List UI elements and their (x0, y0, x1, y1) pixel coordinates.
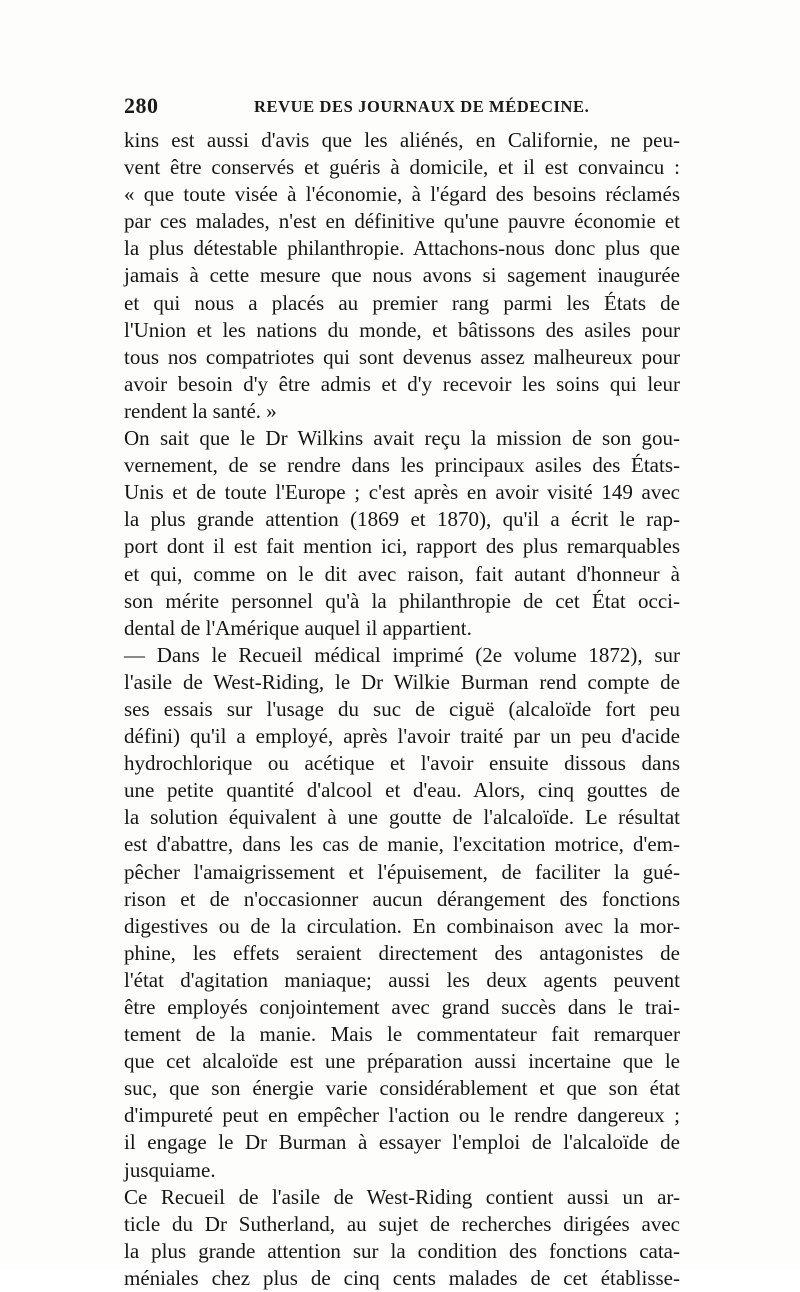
text-line: Unis et de toute l'Europe ; c'est après en avoir visité 149 avec (124, 480, 680, 505)
text-line: On sait que le Dr Wilkins avait reçu la mission de son gou- (124, 426, 680, 451)
page-number: 280 (124, 93, 159, 118)
text-line: défini) qu'il a employé, après l'avoir traité par un peu d'acide (124, 724, 680, 749)
text-line: l'Union et les nations du monde, et bâtissons des asiles pour (124, 317, 680, 342)
text-line: avoir besoin d'y être admis et d'y recevoir les soins qui leur (124, 371, 680, 396)
text-line: que cet alcaloïde est une préparation aussi incertaine que le (124, 1049, 680, 1074)
text-line: l'asile de West-Riding, le Dr Wilkie Burman rend compte de (124, 669, 680, 694)
text-line: rison et de n'occasionner aucun dérangement des fonctions (124, 886, 680, 911)
text-line: rendent la santé. » (124, 398, 277, 423)
text-line: ses essais sur l'usage du suc de ciguë (alcaloïde fort peu (124, 696, 680, 721)
text-line: pêcher l'amaigrissement et l'épuisement, de faciliter la gué- (124, 859, 680, 884)
text-line: hydrochlorique ou acétique et l'avoir ensuite dissous dans (124, 751, 680, 776)
text-line: la solution équivalent à une goutte de l'alcaloïde. Le résultat (124, 805, 680, 830)
text-line: vent être conservés et guéris à domicile, et il est convaincu : (124, 155, 680, 180)
text-line: kins est aussi d'avis que les aliénés, en Californie, ne peu- (124, 128, 680, 152)
text-line: « que toute visée à l'économie, à l'égard des besoins réclamés (124, 182, 680, 207)
text-line: la plus grande attention (1869 et 1870), qu'il a écrit le rap- (124, 507, 680, 532)
text-line: dental de l'Amérique auquel il appartient. (124, 615, 472, 640)
text-line: port dont il est fait mention ici, rapport des plus remarquables (124, 534, 680, 559)
text-line: par ces malades, n'est en définitive qu'une pauvre économie et (124, 209, 680, 234)
text-line: il engage le Dr Burman à essayer l'emploi de l'alcaloïde de (124, 1130, 680, 1155)
body-text (124, 127, 680, 1292)
text-line: ticle du Dr Sutherland, au sujet de recherches dirigées avec (124, 1211, 680, 1236)
text-line: son mérite personnel qu'à la philanthropie de cet État occi- (124, 588, 680, 613)
text-line: la plus grande attention sur la condition des fonctions cata- (124, 1238, 680, 1263)
text-line: digestives ou de la circulation. En combinaison avec la mor- (124, 913, 680, 938)
text-line: vernement, de se rendre dans les principaux asiles des États- (124, 453, 680, 478)
text-line: tement de la manie. Mais le commentateur fait remarquer (124, 1022, 680, 1047)
text-line: et qui, comme on le dit avec raison, fait autant d'honneur à (124, 561, 680, 586)
text-line: l'état d'agitation maniaque; aussi les deux agents peuvent (124, 967, 680, 992)
text-line: d'impureté peut en empêcher l'action ou le rendre dangereux ; (124, 1103, 680, 1128)
text-line: tous nos compatriotes qui sont devenus assez malheureux pour (124, 344, 680, 369)
text-line: Ce Recueil de l'asile de West-Riding contient aussi un ar- (124, 1184, 680, 1209)
running-title: REVUE DES JOURNAUX DE MÉDECINE. (254, 97, 590, 116)
text-line: être employés conjointement avec grand succès dans le trai- (124, 995, 680, 1019)
text-line: jusquiame. (124, 1157, 216, 1182)
text-line: la plus détestable philanthropie. Attachons-nous donc plus que (124, 236, 680, 261)
text-line: une petite quantité d'alcool et d'eau. Alors, cinq gouttes de (124, 778, 680, 803)
text-line: phine, les effets seraient directement des antagonistes de (124, 940, 680, 965)
text-line: jamais à cette mesure que nous avons si sagement inaugurée (124, 263, 680, 288)
text-line: méniales chez plus de cinq cents malades de cet établisse- (124, 1265, 680, 1290)
text-line: suc, que son énergie varie considérablement et que son état (124, 1076, 680, 1101)
text-line: et qui nous a placés au premier rang parmi les États de (124, 290, 680, 315)
text-line: — Dans le Recueil médical imprimé (2e volume 1872), sur (124, 642, 680, 667)
text-line: est d'abattre, dans les cas de manie, l'excitation motrice, d'em- (124, 832, 680, 857)
page-header (124, 93, 684, 123)
